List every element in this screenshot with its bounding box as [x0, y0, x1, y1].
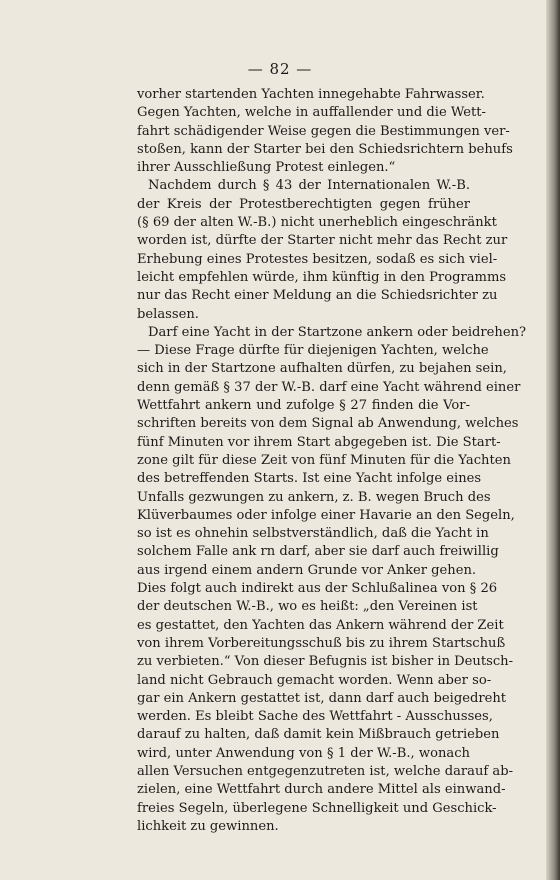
text-line: fahrt schädigender Weise gegen die Bestimmungen ver-	[137, 123, 510, 139]
text-line: allen Versuchen entgegenzutreten ist, welche darauf ab-	[137, 763, 514, 779]
text-line: Unfalls gezwungen zu ankern, z. B. wegen Bruch des	[137, 489, 491, 505]
text-line: Erhebung eines Protestes besitzen, sodaß es sich viel-	[137, 251, 498, 267]
text-line: fünf Minuten vor ihrem Start abgegeben ist. Die Start-	[137, 434, 501, 450]
text-line: gar ein Ankern gestattet ist, dann darf auch beigedreht	[137, 690, 507, 706]
text-line: denn gemäß § 37 der W.-B. darf eine Yacht während einer	[137, 379, 521, 395]
text-line: des betreffenden Starts. Ist eine Yacht infolge eines	[137, 471, 482, 487]
text-line: der Kreis der Protestberechtigten gegen früher	[137, 196, 470, 212]
text-line: Wettfahrt ankern und zufolge § 27 finden die Vor-	[137, 398, 470, 414]
text-line: (§ 69 der alten W.-B.) nicht unerheblich eingeschränkt	[137, 215, 497, 231]
text-line: schriften bereits von dem Signal ab Anwendung, welches	[137, 416, 519, 432]
text-line: aus irgend einem andern Grunde vor Anker gehen.	[137, 562, 477, 578]
text-line: sich in der Startzone aufhalten dürfen, zu bejahen sein,	[137, 361, 507, 377]
text-line: zu verbieten.“ Von dieser Befugnis ist bisher in Deutsch-	[137, 654, 514, 670]
text-line: — Diese Frage dürfte für diejenigen Yachten, welche	[137, 343, 489, 359]
text-line: belassen.	[137, 306, 199, 322]
text-line: stoßen, kann der Starter bei den Schiedsrichtern behufs	[137, 141, 513, 157]
text-line: Gegen Yachten, welche in auffallender und die Wett-	[137, 105, 486, 121]
page-number: — 82 —	[247, 60, 313, 78]
text-line: so ist es ohnehin selbstverständlich, daß die Yacht in	[137, 526, 489, 542]
text-line: zielen, eine Wettfahrt durch andere Mittel als einwand-	[137, 782, 506, 798]
text-line: ihrer Ausschließung Protest einlegen.“	[137, 160, 396, 176]
text-line: Dies folgt auch indirekt aus der Schlußalinea von § 26	[137, 581, 498, 597]
text-line: solchem Falle ank rn darf, aber sie darf auch freiwillig	[137, 544, 499, 560]
text-line: darauf zu halten, daß damit kein Mißbrauch getrieben	[137, 727, 500, 743]
text-line: wird, unter Anwendung von § 1 der W.-B., wonach	[137, 745, 470, 761]
text-line: vorher startenden Yachten innegehabte Fahrwasser.	[137, 87, 485, 102]
text-line: land nicht Gebrauch gemacht worden. Wenn aber so-	[137, 672, 492, 688]
text-line: der deutschen W.-B., wo es heißt: „den Vereinen ist	[137, 599, 478, 615]
text-line: werden. Es bleibt Sache des Wettfahrt - Ausschusses,	[137, 709, 493, 725]
text-line: zone gilt für diese Zeit von fünf Minuten für die Yachten	[137, 452, 511, 468]
text-line: lichkeit zu gewinnen.	[137, 818, 279, 834]
text-line: Darf eine Yacht in der Startzone ankern oder beidrehen?	[148, 324, 527, 340]
text-line: freies Segeln, überlegene Schnelligkeit und Geschick-	[137, 800, 497, 816]
text-line: nur das Recht einer Meldung an die Schiedsrichter zu	[137, 288, 498, 304]
text-line: Nachdem durch § 43 der Internationalen W.-B.	[148, 178, 470, 194]
text-line: von ihrem Vorbereitungsschuß bis zu ihrem Startschuß	[137, 635, 506, 651]
page-edge	[546, 0, 560, 880]
text-line: worden ist, dürfte der Starter nicht mehr das Recht zur	[137, 233, 508, 249]
body-text	[137, 86, 527, 836]
text-line: leicht empfehlen würde, ihm künftig in den Programms	[137, 269, 507, 285]
text-line: es gestattet, den Yachten das Ankern während der Zeit	[137, 617, 504, 633]
text-line: Klüverbaumes oder infolge einer Havarie an den Segeln,	[137, 507, 515, 523]
